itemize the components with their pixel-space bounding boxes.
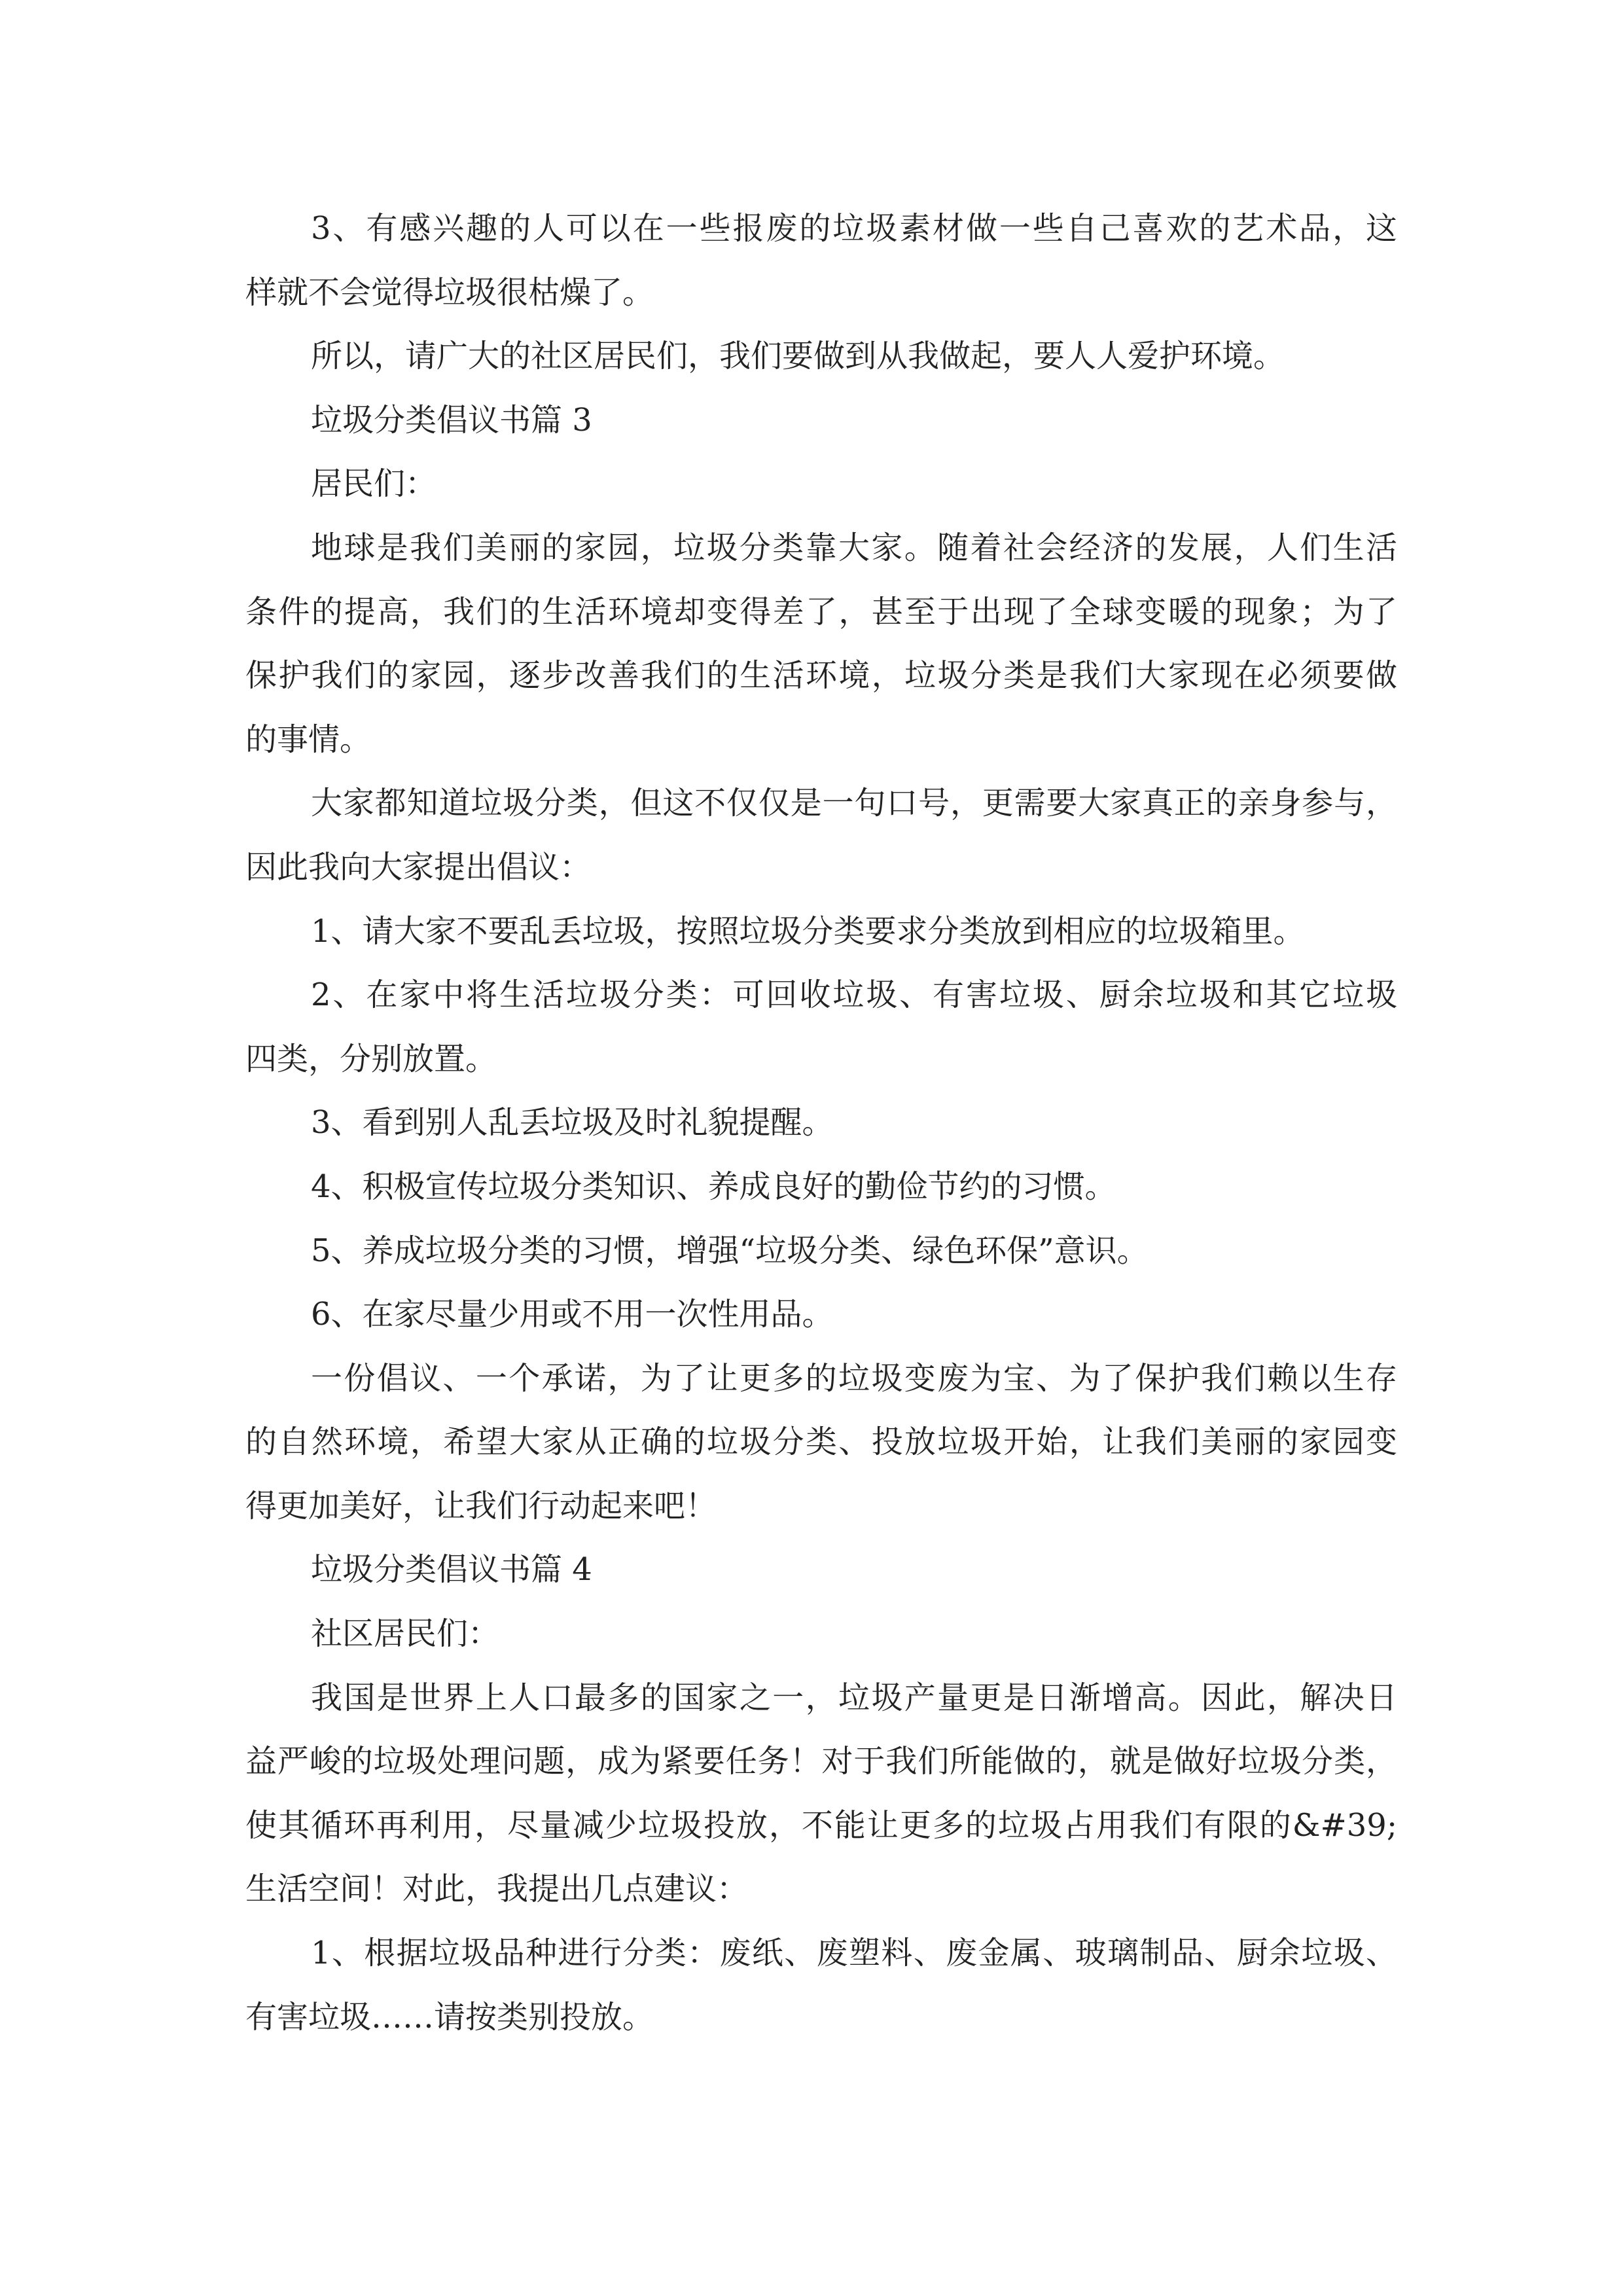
text-line: 使其循环再利用，尽量减少垃圾投放，不能让更多的垃圾占用我们有限的&#39; (245, 1806, 1397, 1844)
list-item: 1、请大家不要乱丢垃圾，按照垃圾分类要求分类放到相应的垃圾箱里。 (311, 912, 1305, 950)
text-line: 因此我向大家提出倡议： (245, 848, 592, 886)
text-line: 条件的提高，我们的生活环境却变得差了，甚至于出现了全球变暖的现象；为了 (245, 593, 1397, 630)
text-line: 生活空间！对此，我提出几点建议： (245, 1871, 749, 1908)
text-line: 四类，分别放置。 (245, 1040, 497, 1077)
text-line: 样就不会觉得垃圾很枯燥了。 (245, 274, 654, 311)
section-heading: 垃圾分类倡议书篇 4 (311, 1551, 592, 1588)
list-item: 4、积极宣传垃圾分类知识、养成良好的勤俭节约的习惯。 (311, 1168, 1116, 1205)
text-line: 益严峻的垃圾处理问题，成为紧要任务！对于我们所能做的，就是做好垃圾分类， (245, 1743, 1397, 1780)
text-line: 保护我们的家园，逐步改善我们的生活环境，垃圾分类是我们大家现在必须要做 (245, 657, 1397, 694)
list-item: 5、养成垃圾分类的习惯，增强“垃圾分类、绿色环保”意识。 (311, 1232, 1149, 1269)
salutation: 社区居民们： (311, 1615, 500, 1653)
text-line: 大家都知道垃圾分类，但这不仅仅是一句口号，更需要大家真正的亲身参与， (311, 785, 1397, 822)
text-line: 3、有感兴趣的人可以在一些报废的垃圾素材做一些自己喜欢的艺术品，这 (311, 210, 1397, 247)
list-item: 1、根据垃圾品种进行分类：废纸、废塑料、废金属、玻璃制品、厨余垃圾、 (311, 1935, 1397, 1972)
text-line: 一份倡议、一个承诺，为了让更多的垃圾变废为宝、为了保护我们赖以生存 (311, 1359, 1397, 1397)
list-item: 3、看到别人乱丢垃圾及时礼貌提醒。 (311, 1104, 834, 1141)
salutation: 居民们： (311, 465, 437, 503)
text-line: 地球是我们美丽的家园，垃圾分类靠大家。随着社会经济的发展，人们生活 (311, 529, 1397, 566)
section-heading: 垃圾分类倡议书篇 3 (311, 401, 592, 439)
text-line: 的事情。 (245, 721, 372, 758)
text-line: 得更加美好，让我们行动起来吧！ (245, 1487, 717, 1524)
text-line: 的自然环境，希望大家从正确的垃圾分类、投放垃圾开始，让我们美丽的家园变 (245, 1424, 1397, 1461)
document-body (245, 204, 1397, 2056)
text-line: 我国是世界上人口最多的国家之一，垃圾产量更是日渐增高。因此，解决日 (311, 1679, 1397, 1716)
list-item: 2、在家中将生活垃圾分类：可回收垃圾、有害垃圾、厨余垃圾和其它垃圾 (311, 977, 1397, 1014)
text-line: 所以，请广大的社区居民们，我们要做到从我做起，要人人爱护环境。 (311, 338, 1285, 375)
list-item: 6、在家尽量少用或不用一次性用品。 (311, 1296, 834, 1333)
text-line: 有害垃圾……请按类别投放。 (245, 1998, 654, 2036)
